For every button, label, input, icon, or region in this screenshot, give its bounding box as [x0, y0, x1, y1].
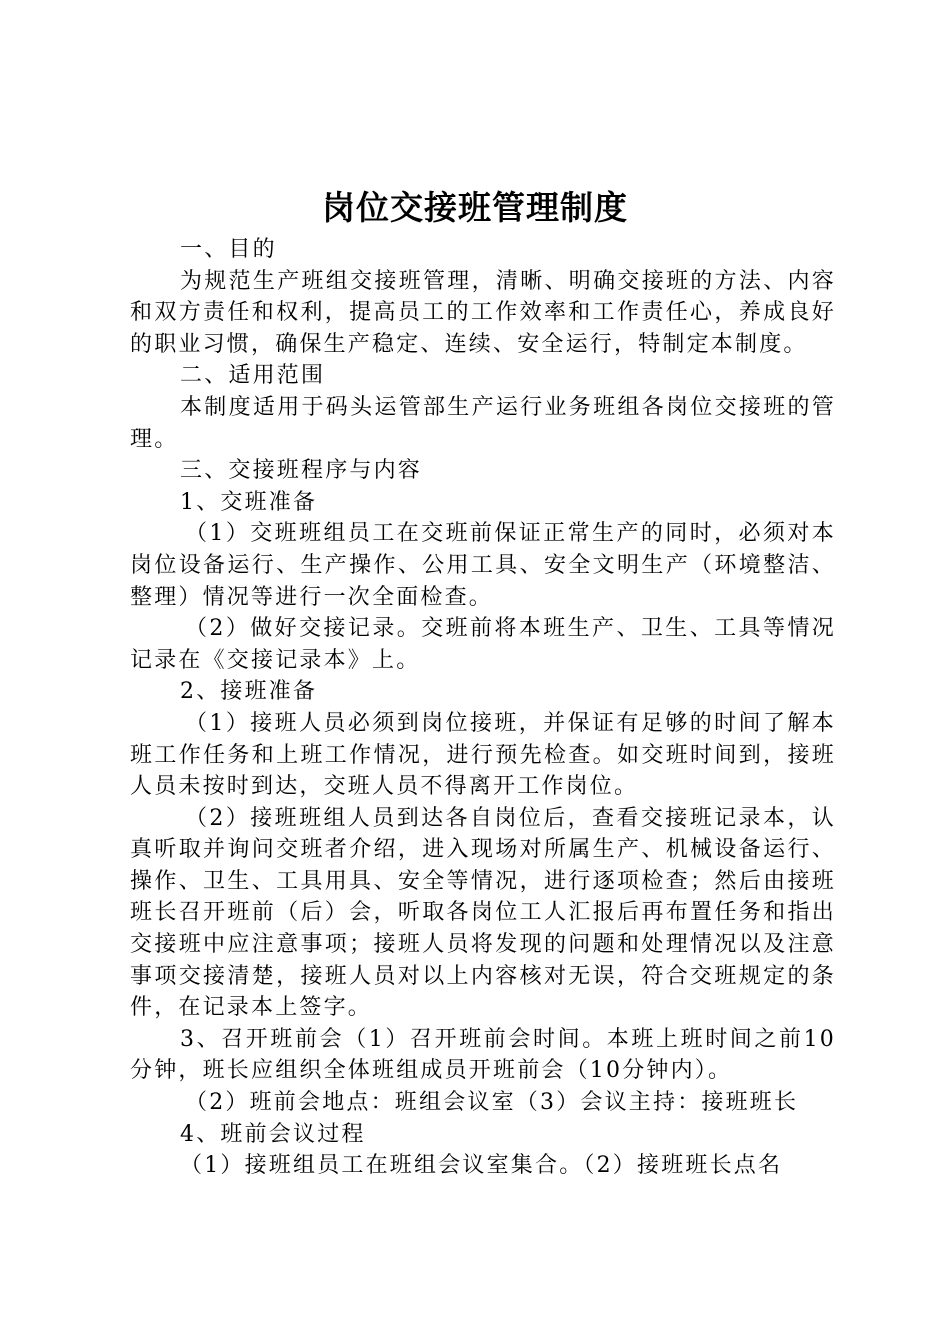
document-title: 岗位交接班管理制度 [322, 188, 628, 227]
subheading-meeting-process: 4、班前会议过程 [180, 1121, 366, 1147]
paragraph-pre-shift-meeting: 3、召开班前会（1）召开班前会时间。本班上班时间之前10分钟，班长应组织全体班组成员开班前会（10分钟内）。 [130, 1026, 836, 1084]
paragraph-handover-prep-1: （1）交班班组员工在交班前保证正常生产的同时，必须对本岗位设备运行、生产操作、公用工具、安全文明生产（环境整洁、整理）情况等进行一次全面检查。 [130, 521, 836, 610]
paragraph-meeting-location: （2）班前会地点：班组会议室（3）会议主持：接班班长 [185, 1090, 799, 1116]
paragraph-takeover-prep-1: （1）接班人员必须到岗位接班，并保证有足够的时间了解本班工作任务和上班工作情况，进行预先检查。如交班时间到，接班人员未按时到达，交班人员不得离开工作岗位。 [130, 710, 836, 800]
paragraph-meeting-process-1: （1）接班组员工在班组会议室集合。（2）接班班长点名 [180, 1153, 783, 1179]
subheading-takeover-prep: 2、接班准备 [180, 679, 318, 705]
section-heading-scope: 二、适用范围 [180, 363, 326, 389]
paragraph-scope: 本制度适用于码头运管部生产运行业务班组各岗位交接班的管理。 [130, 394, 836, 452]
paragraph-purpose: 为规范生产班组交接班管理，清晰、明确交接班的方法、内容和双方责任和权利，提高员工的工作效率和工作责任心，养成良好的职业习惯，确保生产稳定、连续、安全运行，特制定本制度。 [130, 268, 836, 357]
section-heading-purpose: 一、目的 [180, 237, 277, 262]
paragraph-takeover-prep-2: （2）接班班组人员到达各自岗位后，查看交接班记录本，认真听取并询问交班者介绍，进入现场对所属生产、机械设备运行、操作、卫生、工具用具、安全等情况，进行逐项检查；然后由接班班长召开班前（后）会，听取各岗位工人汇报后再布置任务和指出交接班中应注意事项；接班人员将发现的问题和处理情况以及注意事项交接清楚，接班人员对以上内容核对无误，符合交班规定的条件，在记录本上签字。 [130, 805, 836, 1021]
paragraph-handover-prep-2: （2）做好交接记录。交班前将本班生产、卫生、工具等情况记录在《交接记录本》上。 [130, 616, 836, 673]
section-heading-procedure: 三、交接班程序与内容 [180, 458, 423, 484]
document-body [130, 234, 836, 1182]
subheading-handover-prep: 1、交班准备 [180, 489, 318, 515]
